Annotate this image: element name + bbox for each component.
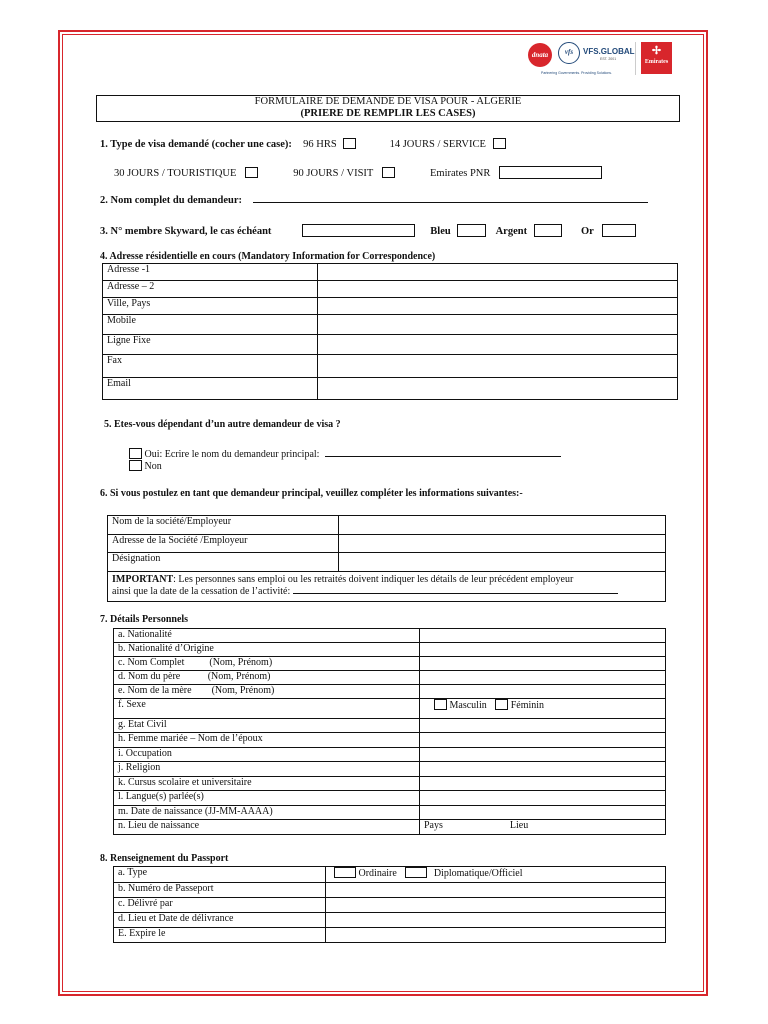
- opt-14jours-checkbox[interactable]: [493, 138, 506, 149]
- personal-row-label: g. Etat Civil: [114, 719, 420, 733]
- passport-diplomatique-label: Diplomatique/Officiel: [433, 868, 523, 879]
- table-row: [114, 898, 666, 913]
- emirates-mark-icon: ✢: [651, 45, 662, 57]
- q5-label: 5. Etes-vous dépendant d’un autre demandeur de visa ?: [104, 419, 341, 430]
- table-row: [114, 777, 666, 791]
- q1-label: 1. Type de visa demandé (cocher une case):: [100, 139, 292, 150]
- q2-row: [100, 195, 648, 207]
- origin-nationality-input[interactable]: [420, 643, 666, 657]
- skyward-or-box[interactable]: [602, 224, 636, 237]
- pnr-input[interactable]: [499, 166, 602, 179]
- vfs-logo-text: VFS.GLOBAL: [583, 47, 635, 56]
- table-row: [114, 913, 666, 928]
- fax-input[interactable]: [318, 355, 678, 378]
- table-row: [108, 553, 666, 572]
- employer-row-label: Désignation: [108, 553, 339, 572]
- sex-masculin-label: Masculin: [449, 700, 487, 711]
- vfs-logo-mark: vfs: [558, 42, 580, 64]
- birthplace-lieu-label: Lieu: [509, 820, 529, 831]
- form-title-box: [96, 95, 680, 122]
- city-country-input[interactable]: [318, 298, 678, 315]
- dependent-oui-label: Oui: Ecrire le nom du demandeur principal:: [144, 449, 320, 460]
- passport-row-label: b. Numéro de Passeport: [114, 883, 326, 898]
- table-row: [103, 315, 678, 335]
- passport-issuer-input[interactable]: [326, 898, 666, 913]
- address-row-label: Email: [103, 378, 318, 400]
- address-row-label: Adresse -1: [103, 264, 318, 281]
- opt-30jours-label: 30 JOURS / TOURISTIQUE: [114, 168, 237, 179]
- personal-row-label: h. Femme mariée – Nom de l’époux: [114, 733, 420, 748]
- personal-row-label: m. Date de naissance (JJ-MM-AAAA): [114, 806, 420, 820]
- mobile-input[interactable]: [318, 315, 678, 335]
- passport-issue-place-date-input[interactable]: [326, 913, 666, 928]
- sex-feminin-checkbox[interactable]: [495, 699, 508, 710]
- employer-row-label: Nom de la société/Employeur: [108, 516, 339, 535]
- address-row-label: Adresse – 2: [103, 281, 318, 298]
- table-row: [114, 671, 666, 685]
- table-row: [108, 516, 666, 535]
- landline-input[interactable]: [318, 335, 678, 355]
- occupation-input[interactable]: [420, 748, 666, 762]
- important-text2: ainsi que la date de la cessation de l’activité:: [112, 586, 291, 597]
- languages-input[interactable]: [420, 791, 666, 806]
- q4-label: 4. Adresse résidentielle en cours (Mandatory Information for Correspondence): [100, 251, 436, 262]
- table-row: [114, 643, 666, 657]
- q5-non-row: [129, 460, 162, 473]
- q7-label: 7. Détails Personnels: [100, 614, 189, 625]
- cessation-date-input[interactable]: [293, 593, 618, 594]
- full-name-detail-input[interactable]: [420, 657, 666, 671]
- form-subtitle: (PRIERE DE REMPLIR LES CASES): [300, 108, 476, 119]
- q5-oui-row: [129, 448, 561, 461]
- employer-table: [107, 515, 666, 602]
- employer-row-label: Adresse de la Société /Employeur: [108, 535, 339, 553]
- employer-name-input[interactable]: [339, 516, 666, 535]
- full-name-input[interactable]: [253, 202, 648, 203]
- personal-details-table: [113, 628, 666, 835]
- skyward-bleu-label: Bleu: [430, 226, 451, 237]
- address-2-input[interactable]: [318, 281, 678, 298]
- address-1-input[interactable]: [318, 264, 678, 281]
- employer-address-input[interactable]: [339, 535, 666, 553]
- designation-input[interactable]: [339, 553, 666, 572]
- table-row: [103, 378, 678, 400]
- q2-label: 2. Nom complet du demandeur:: [100, 195, 243, 206]
- q3-row: [100, 224, 636, 238]
- emirates-wordmark: Emirates: [644, 59, 669, 65]
- opt-30jours-checkbox[interactable]: [245, 167, 258, 178]
- address-row-label: Fax: [103, 355, 318, 378]
- personal-row-label: l. Langue(s) parlée(s): [114, 791, 420, 806]
- important-label: IMPORTANT: [112, 574, 174, 585]
- address-row-label: Ville, Pays: [103, 298, 318, 315]
- personal-row-label: a. Nationalité: [114, 629, 420, 643]
- spouse-name-input[interactable]: [420, 733, 666, 748]
- passport-expiry-input[interactable]: [326, 928, 666, 943]
- table-row: [108, 572, 666, 602]
- personal-row-label: b. Nationalité d’Origine: [114, 643, 420, 657]
- birthplace-cell[interactable]: [420, 820, 666, 835]
- important-note: [108, 572, 666, 602]
- form-title: FORMULAIRE DE DEMANDE DE VISA POUR - ALGERIE: [254, 96, 522, 107]
- dependent-non-label: Non: [144, 461, 162, 472]
- sex-cell: [420, 699, 666, 719]
- table-row: [114, 867, 666, 883]
- civil-status-input[interactable]: [420, 719, 666, 733]
- email-input[interactable]: [318, 378, 678, 400]
- table-row: [114, 629, 666, 643]
- table-row: [114, 883, 666, 898]
- table-row: [114, 820, 666, 835]
- pnr-label: Emirates PNR: [430, 168, 491, 179]
- opt-90jours-label: 90 JOURS / VISIT: [293, 168, 374, 179]
- passport-type-cell: [326, 867, 666, 883]
- mother-name-input[interactable]: [420, 685, 666, 699]
- opt-96hrs-checkbox[interactable]: [343, 138, 356, 149]
- vfs-logo-est: EST. 2001: [600, 57, 617, 61]
- sex-masculin-checkbox[interactable]: [434, 699, 447, 710]
- q8-label: 8. Renseignement du Passport: [100, 853, 229, 864]
- table-row: [114, 699, 666, 719]
- dependent-oui-checkbox[interactable]: [129, 448, 142, 459]
- passport-row-label: d. Lieu et Date de délivrance: [114, 913, 326, 928]
- table-row: [114, 685, 666, 699]
- skyward-or-label: Or: [580, 226, 594, 237]
- table-row: [114, 657, 666, 671]
- passport-row-label: c. Délivré par: [114, 898, 326, 913]
- personal-row-label: k. Cursus scolaire et universitaire: [114, 777, 420, 791]
- table-row: [114, 733, 666, 748]
- dependent-non-checkbox[interactable]: [129, 460, 142, 471]
- table-row: [114, 748, 666, 762]
- address-table: [102, 263, 678, 400]
- table-row: [114, 762, 666, 777]
- table-row: [103, 281, 678, 298]
- personal-row-label: n. Lieu de naissance: [114, 820, 420, 835]
- education-input[interactable]: [420, 777, 666, 791]
- birthplace-pays-label: Pays: [424, 820, 443, 831]
- q1-row2: [114, 166, 602, 180]
- passport-row-label: E. Expire le: [114, 928, 326, 943]
- passport-number-input[interactable]: [326, 883, 666, 898]
- skyward-bleu-box[interactable]: [457, 224, 486, 237]
- opt-90jours-checkbox[interactable]: [382, 167, 395, 178]
- personal-row-label: c. Nom Complet (Nom, Prénom): [114, 657, 420, 671]
- q6-label: 6. Si vous postulez en tant que demandeur principal, veuillez compléter les informations suivantes:-: [100, 488, 523, 499]
- passport-row-label: a. Type: [114, 867, 326, 883]
- logo-separator: [635, 42, 636, 75]
- table-row: [114, 719, 666, 733]
- table-row: [103, 355, 678, 378]
- table-row: [114, 928, 666, 943]
- father-name-input[interactable]: [420, 671, 666, 685]
- skyward-argent-label: Argent: [495, 226, 528, 237]
- nationality-input[interactable]: [420, 629, 666, 643]
- passport-table: [113, 866, 666, 943]
- personal-row-label: e. Nom de la mère (Nom, Prénom): [114, 685, 420, 699]
- opt-14jours-label: 14 JOURS / SERVICE: [389, 139, 486, 150]
- passport-diplomatique-checkbox[interactable]: [405, 867, 427, 878]
- address-row-label: Mobile: [103, 315, 318, 335]
- personal-row-label: j. Religion: [114, 762, 420, 777]
- table-row: [103, 298, 678, 315]
- table-row: [114, 791, 666, 806]
- important-text: : Les personnes sans emploi ou les retraités doivent indiquer les détails de leur précédent employeur: [173, 574, 574, 585]
- dnata-logo: dnata: [528, 43, 552, 67]
- opt-96hrs-label: 96 HRS: [303, 139, 337, 150]
- table-row: [103, 264, 678, 281]
- birth-date-input[interactable]: [420, 806, 666, 820]
- address-row-label: Ligne Fixe: [103, 335, 318, 355]
- table-row: [103, 335, 678, 355]
- religion-input[interactable]: [420, 762, 666, 777]
- vfs-tagline: Partnering Governments. Providing Solutions.: [541, 71, 613, 75]
- personal-row-label: f. Sexe: [114, 699, 420, 719]
- q3-label: 3. N° membre Skyward, le cas échéant: [100, 226, 272, 237]
- table-row: [108, 535, 666, 553]
- principal-applicant-input[interactable]: [325, 456, 561, 457]
- passport-ordinaire-checkbox[interactable]: [334, 867, 356, 878]
- skyward-argent-box[interactable]: [534, 224, 562, 237]
- emirates-logo: [641, 42, 672, 74]
- skyward-number-input[interactable]: [302, 224, 415, 237]
- personal-row-label: i. Occupation: [114, 748, 420, 762]
- passport-ordinaire-label: Ordinaire: [358, 868, 397, 879]
- q1-row1: [100, 138, 506, 151]
- sex-feminin-label: Féminin: [510, 700, 545, 711]
- personal-row-label: d. Nom du père (Nom, Prénom): [114, 671, 420, 685]
- table-row: [114, 806, 666, 820]
